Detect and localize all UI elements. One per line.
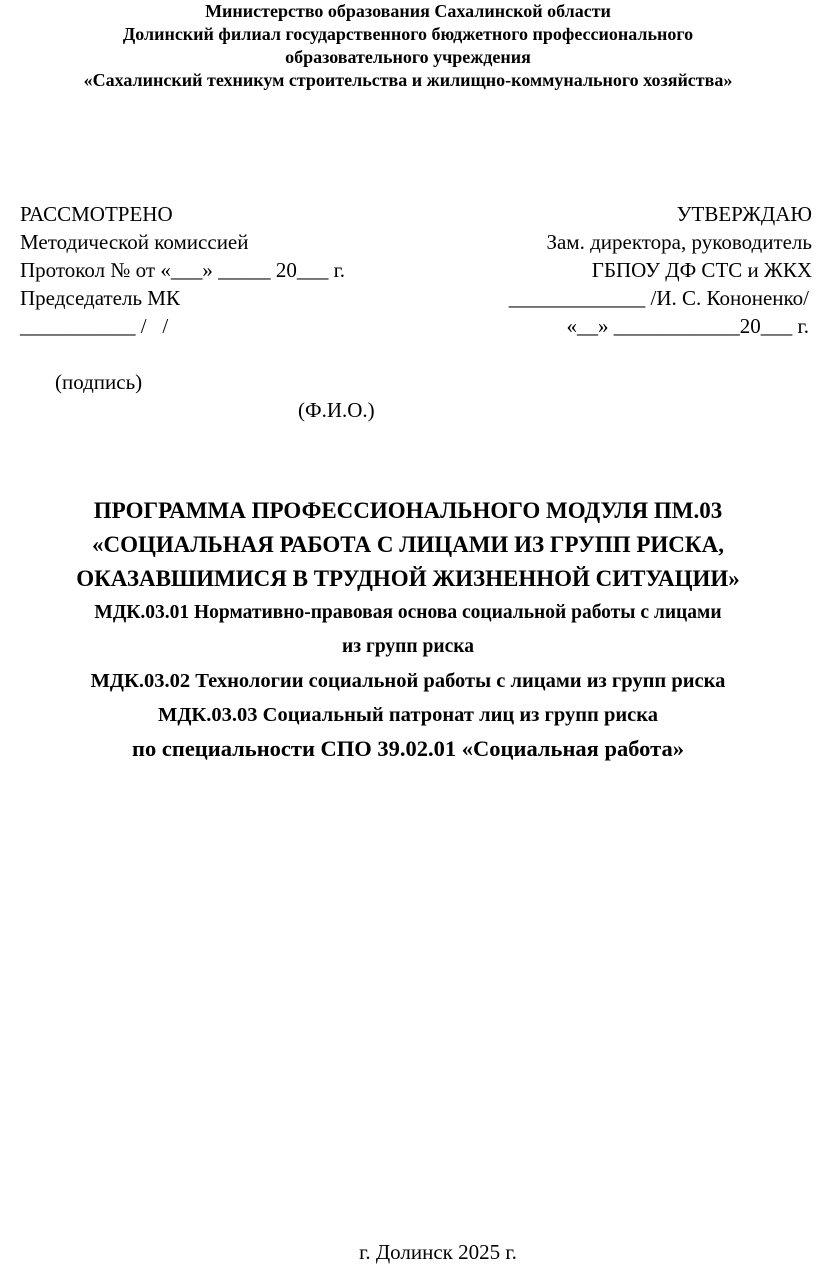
chairman-label: Председатель МК: [20, 286, 180, 310]
mdk-3: МДК.03.03 Социальный патронат лиц из групп риска: [157, 704, 659, 726]
organization-header: [0, 0, 816, 92]
program-title-line-1: ПРОГРАММА ПРОФЕССИОНАЛЬНОГО МОДУЛЯ ПМ.03: [93, 498, 723, 523]
mdk-1-line-2: из групп риска: [342, 636, 474, 657]
approval-block: [20, 200, 812, 422]
organization-short-name: ГБПОУ ДФ СТС и ЖКХ: [591, 258, 812, 282]
approval-row-2: [20, 228, 812, 256]
mdk-2: МДК.03.02 Технологии социальной работы с лицами из групп риска: [90, 670, 726, 692]
branch-name: Долинский филиал государственного бюджетного профессионального: [122, 24, 694, 44]
program-title-block: [0, 494, 816, 766]
signature-captions: [20, 340, 812, 422]
reviewed-label: РАССМОТРЕНО: [20, 202, 173, 226]
approval-row-5: [20, 312, 812, 340]
approval-row-3: [20, 256, 812, 284]
protocol-line: Протокол № от «___» _____ 20___ г.: [20, 258, 346, 282]
name-caption: (Ф.И.О.): [298, 398, 375, 422]
signature-caption: (подпись): [55, 370, 143, 394]
ministry-name: Министерство образования Сахалинской области: [205, 1, 611, 21]
approval-row-1: [20, 200, 812, 228]
specialty-line: по специальности СПО 39.02.01 «Социальная работа»: [132, 736, 684, 761]
commission-label: Методической комиссией: [20, 230, 249, 254]
approved-label: УТВЕРЖДАЮ: [676, 202, 812, 226]
institution-type: образовательного учреждения: [285, 47, 531, 67]
institution-name: «Сахалинский техникум строительства и жилищно-коммунального хозяйства»: [83, 70, 733, 90]
director-signature-line: _____________ /И. С. Кононенко/: [508, 286, 809, 310]
approval-row-4: [20, 284, 812, 312]
chairman-signature-line: ___________ / /: [20, 314, 169, 338]
program-title-line-2: «СОЦИАЛЬНАЯ РАБОТА С ЛИЦАМИ ИЗ ГРУПП РИСКА,: [92, 532, 724, 557]
approval-date-line: «__» ____________20___ г.: [566, 314, 809, 338]
program-title-line-3: ОКАЗАВШИМИСЯ В ТРУДНОЙ ЖИЗНЕННОЙ СИТУАЦИИ»: [76, 566, 740, 591]
deputy-director-label: Зам. директора, руководитель: [546, 230, 812, 254]
place-year: г. Долинск 2025 г.: [359, 1240, 517, 1264]
mdk-1-line-1: МДК.03.01 Нормативно-правовая основа социальной работы с лицами: [94, 602, 722, 623]
